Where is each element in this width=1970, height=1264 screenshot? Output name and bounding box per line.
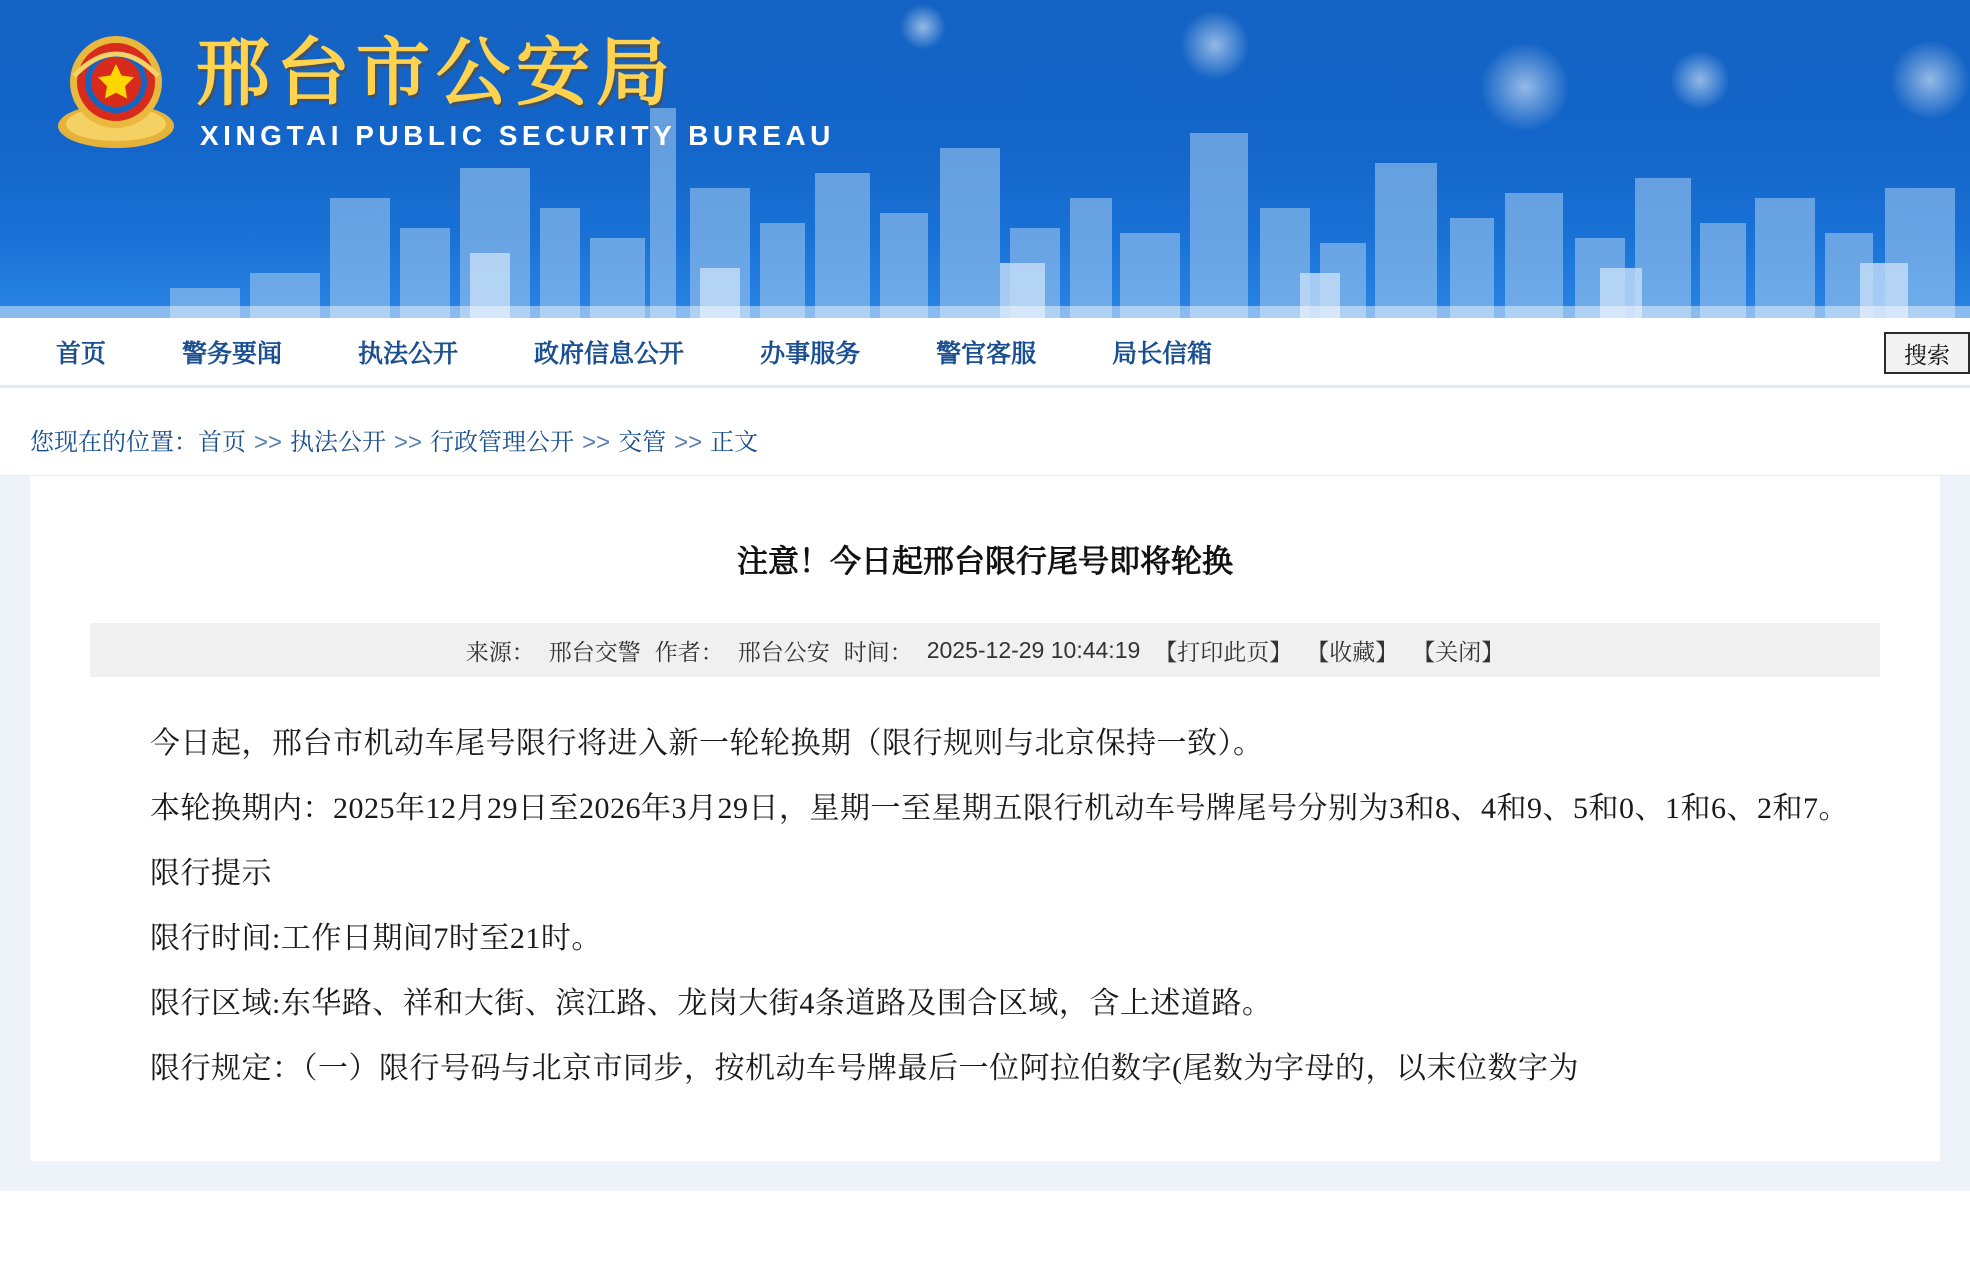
police-badge-icon bbox=[52, 26, 180, 154]
meta-source-value: 邢台交警 bbox=[548, 638, 641, 665]
nav-item-director-mailbox[interactable]: 局长信箱 bbox=[1112, 339, 1213, 368]
breadcrumb-item-home[interactable]: 首页 bbox=[198, 429, 246, 456]
close-link[interactable]: 【关闭】 bbox=[1412, 638, 1505, 665]
breadcrumb-item-law-enforcement[interactable]: 执法公开 bbox=[290, 429, 387, 456]
nav-item-officer-service[interactable]: 警官客服 bbox=[936, 339, 1037, 368]
nav-item-services[interactable]: 办事服务 bbox=[760, 339, 861, 368]
article-container bbox=[30, 476, 1940, 1161]
article-meta-bar bbox=[90, 623, 1880, 677]
article-paragraph: 限行提示 bbox=[150, 857, 272, 890]
meta-author-value: 邢台公安 bbox=[737, 638, 830, 665]
breadcrumb-separator: >> bbox=[394, 429, 423, 456]
glow-decoration bbox=[900, 4, 946, 50]
favorite-link[interactable]: 【收藏】 bbox=[1306, 638, 1399, 665]
breadcrumb-item-current: 正文 bbox=[710, 429, 759, 456]
nav-item-law-enforcement[interactable]: 执法公开 bbox=[358, 339, 459, 368]
meta-time-value: 2025-12-29 10:44:19 bbox=[926, 636, 1141, 663]
main-navigation bbox=[0, 318, 1970, 388]
breadcrumb-prefix: 您现在的位置： bbox=[30, 429, 198, 456]
article-paragraph: 本轮换期内：2025年12月29日至2026年3月29日，星期一至星期五限行机动车号牌尾号分别为3和8、4和9、5和0、1和6、2和7。 bbox=[150, 792, 1849, 825]
breadcrumb-separator: >> bbox=[582, 429, 611, 456]
site-title-cn: 邢台市公安局 bbox=[196, 33, 676, 115]
search-button[interactable]: 搜索 bbox=[1884, 332, 1970, 374]
print-page-link[interactable]: 【打印此页】 bbox=[1154, 638, 1293, 665]
article-paragraph: 限行区域:东华路、祥和大街、滨江路、龙岗大街4条道路及围合区域，含上述道路。 bbox=[150, 987, 1273, 1020]
article-body bbox=[90, 711, 1880, 1101]
breadcrumb-separator: >> bbox=[674, 429, 703, 456]
breadcrumb-bar bbox=[0, 388, 1970, 476]
content-area bbox=[0, 476, 1970, 1191]
article-paragraph: 今日起，邢台市机动车尾号限行将进入新一轮轮换期（限行规则与北京保持一致）。 bbox=[150, 727, 1264, 760]
glow-decoration bbox=[1180, 10, 1250, 80]
nav-item-government-info[interactable]: 政府信息公开 bbox=[534, 339, 685, 368]
nav-item-news[interactable]: 警务要闻 bbox=[182, 339, 283, 368]
meta-source-label: 来源： bbox=[465, 638, 535, 665]
breadcrumb-item-traffic[interactable]: 交管 bbox=[618, 429, 667, 456]
article-paragraph: 限行时间:工作日期间7时至21时。 bbox=[150, 922, 602, 955]
site-title-en: XINGTAI PUBLIC SECURITY BUREAU bbox=[200, 120, 835, 151]
meta-time-label: 时间： bbox=[843, 638, 913, 665]
meta-author-label: 作者： bbox=[654, 638, 724, 665]
article-paragraph: 限行规定：（一）限行号码与北京市同步，按机动车号牌最后一位阿拉伯数字(尾数为字母的，以末位数字为 bbox=[150, 1052, 1579, 1085]
breadcrumb-item-admin-disclosure[interactable]: 行政管理公开 bbox=[430, 429, 575, 456]
breadcrumb bbox=[30, 422, 1940, 457]
page-title: 注意！今日起邢台限行尾号即将轮换 bbox=[737, 544, 1233, 579]
nav-item-home[interactable]: 首页 bbox=[56, 339, 107, 368]
site-banner bbox=[0, 0, 1970, 318]
breadcrumb-separator: >> bbox=[254, 429, 283, 456]
